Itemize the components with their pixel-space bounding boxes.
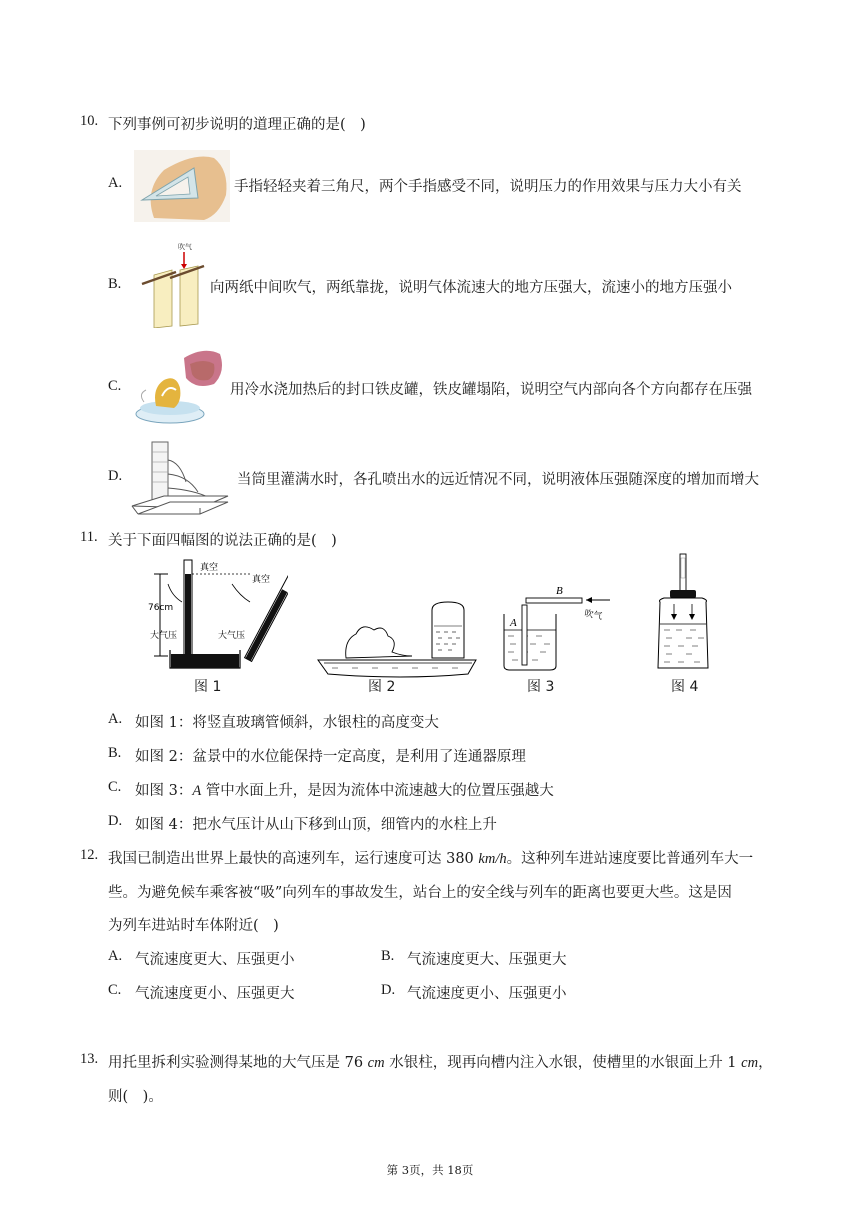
question-number-12: 12. bbox=[80, 847, 99, 863]
question-number-10: 10. bbox=[80, 113, 99, 129]
question-number-13: 13. bbox=[80, 1051, 99, 1067]
q10-option-a-text: 手指轻轻夹着三角尺，两个手指感受不同，说明压力的作用效果与压力大小有关 bbox=[234, 179, 742, 195]
fig1-pressure-label-1: 大气压 bbox=[150, 631, 178, 641]
q11-option-b-letter: B. bbox=[108, 745, 122, 761]
q10-option-d-text: 当筒里灌满水时，各孔喷出水的远近情况不同，说明液体压强随深度的增加而增大 bbox=[237, 472, 759, 488]
q12-option-a-letter: A. bbox=[108, 948, 123, 964]
two-paper-blow-image bbox=[134, 240, 206, 328]
page-footer: 第 3页，共 18页 bbox=[386, 1163, 474, 1177]
question-stem-11: 关于下面四幅图的说法正确的是( ) bbox=[108, 533, 337, 549]
q11-option-a-letter: A. bbox=[108, 711, 123, 727]
figure-1-caption: 图 1 bbox=[194, 679, 222, 695]
fig3-blow-label: 吹气 bbox=[583, 609, 603, 623]
q10-option-d-letter: D. bbox=[108, 468, 123, 484]
q10-option-c-text: 用冷水浇加热后的封口铁皮罐，铁皮罐塌陷，说明空气内部向各个方向都存在压强 bbox=[230, 382, 752, 398]
q10-option-c-letter: C. bbox=[108, 378, 122, 394]
q11-option-c-text: 如图 3：A 管中水面上升，是因为流体中流速越大的位置压强越大 bbox=[135, 783, 554, 799]
fig1-76cm-label: 76cm bbox=[148, 603, 174, 613]
hand-triangle-ruler-image bbox=[134, 150, 230, 222]
question-stem-10: 下列事例可初步说明的道理正确的是( ) bbox=[108, 117, 366, 133]
q10-option-b-text: 向两纸中间吹气，两纸靠拢，说明气体流速大的地方压强大，流速小的地方压强小 bbox=[210, 280, 732, 296]
q12-option-b-text: 气流速度更大、压强更大 bbox=[407, 952, 567, 968]
fig1-vacuum-label-2: 真空 bbox=[252, 575, 271, 585]
question-stem-12-line-2: 些。为避免候车乘客被“吸”向列车的事故发生，站台上的安全线与列车的距离也要更大些。这是因 bbox=[108, 885, 732, 901]
q11-option-c-letter: C. bbox=[108, 779, 122, 795]
q12-option-d-text: 气流速度更小、压强更小 bbox=[407, 986, 567, 1002]
fig3-label-b: B bbox=[556, 585, 563, 597]
q12-option-a-text: 气流速度更大、压强更小 bbox=[135, 952, 295, 968]
figure-3-blow-tube bbox=[496, 578, 616, 678]
q10-option-b-letter: B. bbox=[108, 276, 122, 292]
fig3-label-a: A bbox=[510, 617, 517, 629]
q12-option-b-letter: B. bbox=[381, 948, 395, 964]
q12-option-d-letter: D. bbox=[381, 982, 396, 998]
figure-3-caption: 图 3 bbox=[527, 679, 555, 695]
question-stem-13-line-1: 用托里拆利实验测得某地的大气压是 76 cm 水银柱，现再向槽内注入水银，使槽里的水银面上升 1 cm， bbox=[108, 1055, 773, 1071]
question-number-11: 11. bbox=[80, 529, 98, 545]
figure-2-caption: 图 2 bbox=[368, 679, 396, 695]
water-jets-cylinder-image bbox=[130, 436, 230, 516]
q11-option-d-letter: D. bbox=[108, 813, 123, 829]
q11-option-d-text: 如图 4：把水气压计从山下移到山顶，细管内的水柱上升 bbox=[135, 817, 497, 833]
q11-option-a-text: 如图 1：将竖直玻璃管倾斜，水银柱的高度变大 bbox=[135, 715, 439, 731]
q10-option-a-letter: A. bbox=[108, 175, 123, 191]
question-stem-13-line-2: 则( )。 bbox=[108, 1089, 163, 1105]
q12-option-c-text: 气流速度更小、压强更大 bbox=[135, 986, 295, 1002]
q12-option-c-letter: C. bbox=[108, 982, 122, 998]
fig1-vacuum-label-1: 真空 bbox=[200, 563, 219, 573]
figure-4-caption: 图 4 bbox=[671, 679, 699, 695]
figure-1-torricelli bbox=[140, 556, 288, 696]
question-stem-12-line-1: 我国已制造出世界上最快的高速列车，运行速度可达 380 km/h。这种列车进站速度要比普通列车大一 bbox=[108, 851, 754, 867]
figure-4-water-barometer bbox=[650, 552, 720, 674]
fig1-pressure-label-2: 大气压 bbox=[218, 631, 246, 641]
blow-label: 吹气 bbox=[178, 243, 192, 251]
can-collapse-image bbox=[134, 344, 226, 426]
q11-option-b-text: 如图 2：盆景中的水位能保持一定高度，是利用了连通器原理 bbox=[135, 749, 526, 765]
question-stem-12-line-3: 为列车进站时车体附近( ) bbox=[108, 918, 279, 934]
figure-2-bonsai-basin bbox=[312, 600, 482, 680]
